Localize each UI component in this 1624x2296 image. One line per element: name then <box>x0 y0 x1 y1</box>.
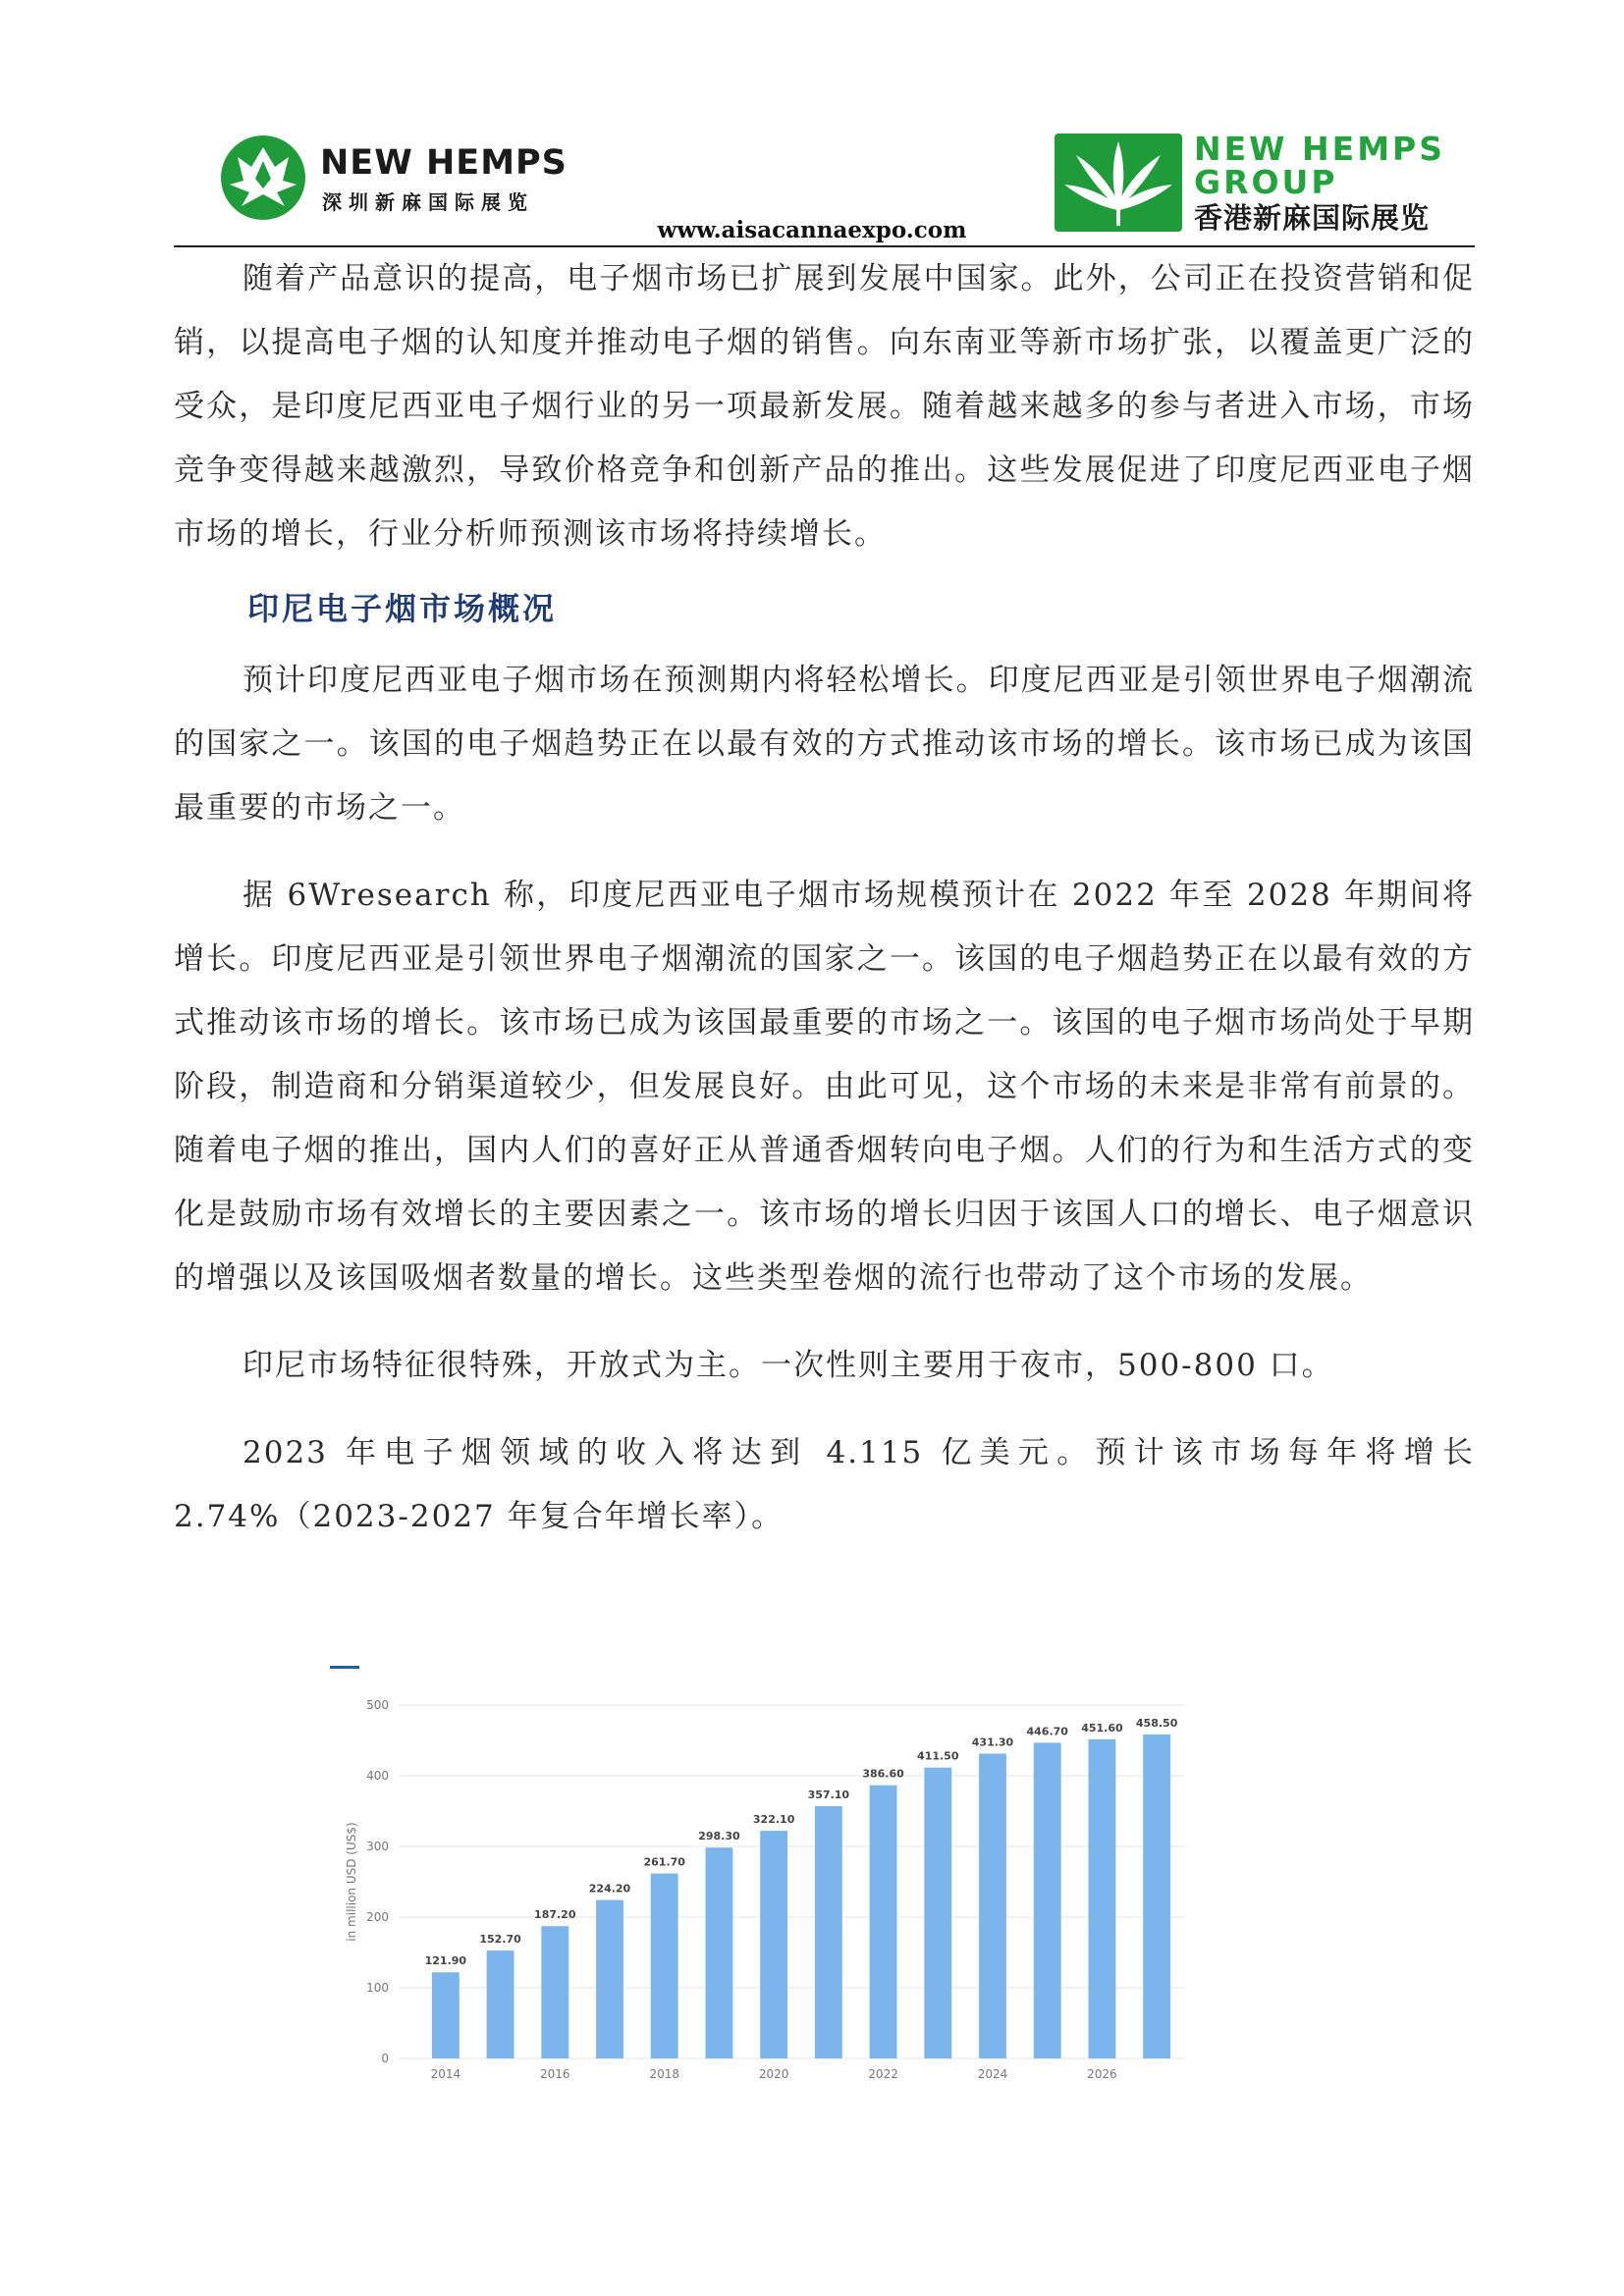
bar <box>924 1768 951 2058</box>
paragraph-revenue: 2023 年电子烟领域的收入将达到 4.115 亿美元。预计该市场每年将增长 2.74%（2023-2027 年复合年增长率）。 <box>174 1435 1475 1534</box>
bar-value-label: 121.90 <box>424 1954 467 1968</box>
y-tick-label: 100 <box>366 1981 389 1995</box>
document-body <box>174 247 1475 1549</box>
right-logo-name-line1: NEW HEMPS <box>1194 130 1446 168</box>
new-hemps-shenzhen-logo <box>218 133 581 222</box>
bar-value-label: 446.70 <box>1026 1725 1068 1738</box>
bar <box>815 1806 842 2058</box>
bar <box>1034 1742 1061 2058</box>
bar-value-label: 458.50 <box>1135 1716 1178 1730</box>
y-tick-label: 300 <box>366 1840 389 1853</box>
left-logo-subtitle: 深圳新麻国际展览 <box>322 190 534 214</box>
paragraph-intro: 随着产品意识的提高，电子烟市场已扩展到发展中国家。此外，公司正在投资营销和促销，以提高电子烟的认知度并推动电子烟的销售。向东南亚等新市场扩张，以覆盖更广泛的受众，是印度尼西亚电子烟行业的另一项最新发展。随着越来越多的参与者进入市场，市场竞争变得越来越激烈，导致价格竞争和创新产品的推出。这些发展促进了印度尼西亚电子烟市场的增长，行业分析师预测该市场将持续增长。 <box>174 261 1475 552</box>
bar <box>1089 1739 1116 2058</box>
bar <box>979 1753 1006 2058</box>
section-heading: 印尼电子烟市场概况 <box>247 590 558 627</box>
bar <box>596 1900 623 2058</box>
bar <box>432 1972 460 2058</box>
chart-accent-mark <box>330 1666 359 1669</box>
y-tick-label: 500 <box>366 1698 389 1712</box>
x-tick-label: 2018 <box>649 2067 679 2081</box>
bar <box>870 1786 897 2058</box>
x-tick-label: 2016 <box>540 2067 570 2081</box>
y-axis-label: in million USD (US$) <box>345 1822 358 1942</box>
bar-value-label: 261.70 <box>643 1855 685 1869</box>
bar-value-label: 411.50 <box>917 1749 959 1763</box>
revenue-bar-chart-svg <box>330 1666 1204 2088</box>
revenue-bar-chart <box>330 1666 1204 2088</box>
x-tick-label: 2026 <box>1087 2067 1117 2081</box>
paragraph-market-features: 印尼市场特征很特殊，开放式为主。一次性则主要用于夜市，500-800 口。 <box>243 1348 1334 1383</box>
x-tick-label: 2022 <box>868 2067 898 2081</box>
hemp-leaf-logo-icon <box>218 133 312 222</box>
bar-value-label: 451.60 <box>1081 1721 1123 1735</box>
bar <box>541 1926 568 2058</box>
bar <box>487 1950 514 2058</box>
left-logo-name: NEW HEMPS <box>320 143 568 183</box>
y-tick-label: 0 <box>381 2052 389 2065</box>
bar-value-label: 152.70 <box>479 1933 521 1947</box>
x-tick-label: 2020 <box>758 2067 789 2081</box>
y-tick-label: 400 <box>366 1769 389 1783</box>
bar <box>1143 1735 1170 2058</box>
paragraph-6wresearch: 据 6Wresearch 称，印度尼西亚电子烟市场规模预计在 2022 年至 2028 年期间将增长。印度尼西亚是引领世界电子烟潮流的国家之一。该国的电子烟趋势正在以最有效的方式推动该市场的增长。该市场已成为该国最重要的市场之一。该国的电子烟市场尚处于早期阶段，制造商和分销渠道较少，但发展良好。由此可见，这个市场的未来是非常有前景的。随着电子烟的推出，国内人们的喜好正从普通香烟转向电子烟。人们的行为和生活方式的变化是鼓励市场有效增长的主要因素之一。该市场的增长归因于该国人口的增长、电子烟意识的增强以及该国吸烟者数量的增长。这些类型卷烟的流行也带动了这个市场的发展。 <box>174 878 1475 1296</box>
right-logo-name-line2: GROUP <box>1194 163 1338 201</box>
bar-value-label: 431.30 <box>971 1735 1014 1749</box>
bar-value-label: 187.20 <box>534 1908 576 1922</box>
y-tick-label: 200 <box>366 1910 389 1924</box>
x-tick-label: 2014 <box>430 2067 461 2081</box>
bar-value-label: 357.10 <box>807 1788 850 1801</box>
website-url[interactable]: www.aisacannaexpo.com <box>657 217 967 243</box>
paragraph-overview: 预计印度尼西亚电子烟市场在预测期内将轻松增长。印度尼西亚是引领世界电子烟潮流的国家之一。该国的电子烟趋势正在以最有效的方式推动该市场的增长。该市场已成为该国最重要的市场之一。 <box>174 663 1475 826</box>
bar-value-label: 298.30 <box>698 1830 740 1843</box>
right-logo-subtitle: 香港新麻国际展览 <box>1194 201 1431 235</box>
bar-value-label: 224.20 <box>588 1882 631 1896</box>
bar <box>651 1874 678 2058</box>
bar-value-label: 386.60 <box>862 1767 904 1781</box>
bar-value-label: 322.10 <box>752 1813 795 1827</box>
bar <box>706 1847 733 2058</box>
x-tick-label: 2024 <box>977 2067 1008 2081</box>
bar <box>760 1831 787 2058</box>
